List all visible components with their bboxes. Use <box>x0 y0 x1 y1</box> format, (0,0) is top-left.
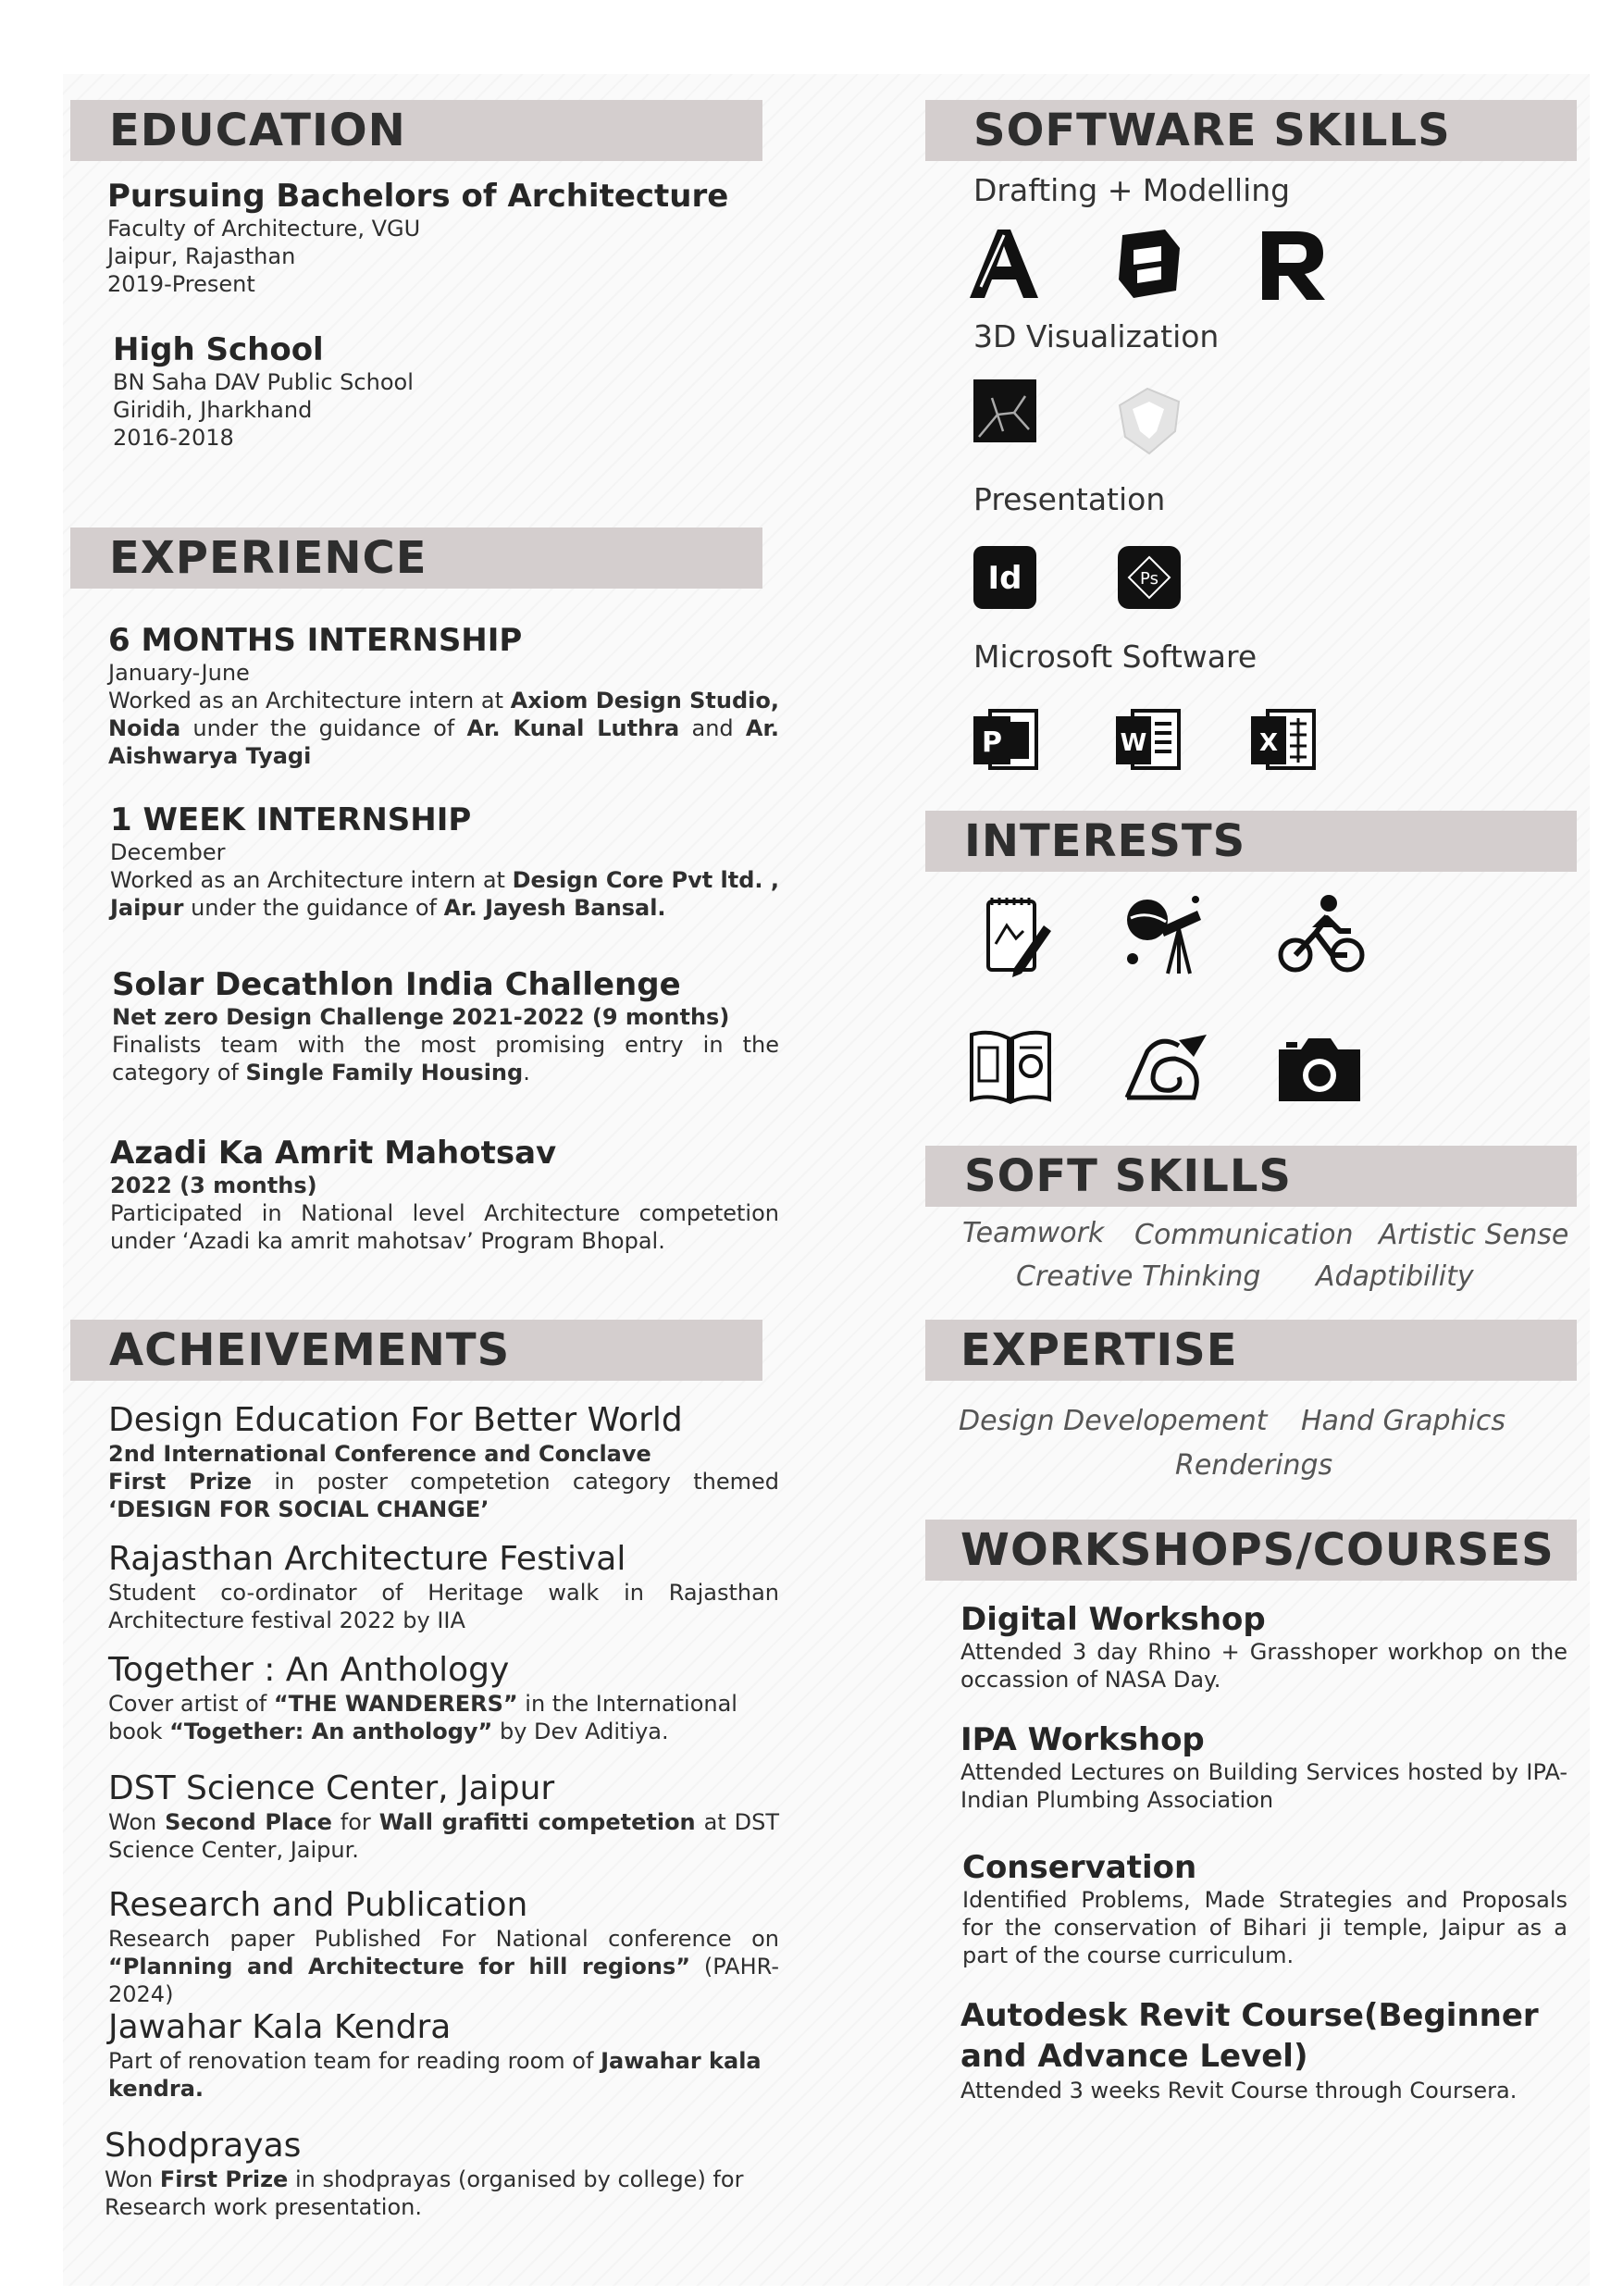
software-skills-heading: SOFTWARE SKILLS <box>925 100 1577 161</box>
experience-item <box>112 966 779 1086</box>
vray-icon <box>1110 381 1188 459</box>
achievement-title: Shodprayas <box>105 2127 302 2165</box>
expertise-item: Hand Graphics <box>1301 1405 1506 1437</box>
workshop-item <box>960 1995 1567 2104</box>
workshop-title: Conservation <box>962 1849 1197 1886</box>
experience-title: Solar Decathlon India Challenge <box>112 966 681 1003</box>
workshop-description: Attended Lectures on Building Services hosted by IPA-Indian Plumbing Association <box>960 1759 1567 1813</box>
education-title: Pursuing Bachelors of Architecture <box>107 178 729 215</box>
achievement-title: Rajasthan Architecture Festival <box>108 1540 626 1578</box>
achievement-description: Student co-ordinator of Heritage walk in Rajasthan Architecture festival 2022 by IIA <box>108 1580 779 1633</box>
experience-item <box>110 1135 779 1255</box>
soft-skill-item: Creative Thinking <box>1016 1260 1261 1293</box>
soft-skill-item: Adaptibility <box>1316 1260 1474 1293</box>
experience-period: Net zero Design Challenge 2021-2022 (9 months) <box>112 1004 730 1030</box>
achievement-item <box>108 1540 779 1634</box>
workshop-item <box>962 1849 1567 1969</box>
workshop-title: IPA Workshop <box>960 1721 1205 1758</box>
achievement-description: Research paper Published For National conference on “Planning and Architecture for hill regions” (PAHR-2024) <box>108 1926 779 2007</box>
soft-skill-item: Teamwork <box>962 1217 1105 1249</box>
experience-description: Participated in National level Architecture competetion under ‘Azadi ka amrit mahotsav’ Program Bhopal. <box>110 1200 779 1254</box>
drafting-modelling-label: Drafting + Modelling <box>973 172 1291 208</box>
cycling-icon <box>1275 890 1368 979</box>
experience-description: Worked as an Architecture intern at Axiom Design Studio, Noida under the guidance of Ar. Kunal Luthra and Ar. Aishwarya Tyagi <box>108 688 779 769</box>
achievement-item <box>108 1886 779 2008</box>
experience-description: Finalists team with the most promising entry in the category of Single Family Housing. <box>112 1032 779 1086</box>
expertise-item: Renderings <box>1175 1449 1333 1482</box>
experience-title: 1 WEEK INTERNSHIP <box>110 801 472 838</box>
sketchup-icon <box>1106 222 1189 305</box>
workshop-description: Attended 3 day Rhino + Grasshoper workhop on the occassion of NASA Day. <box>960 1639 1567 1693</box>
experience-period: January-June <box>108 660 250 686</box>
powerpoint-icon <box>972 705 1040 774</box>
indesign-glyph: Id <box>987 560 1022 597</box>
education-line: 2019-Present <box>107 271 255 297</box>
achievement-title: Together : An Anthology <box>108 1651 510 1689</box>
3d-visualization-label: 3D Visualization <box>973 318 1220 354</box>
achievement-description: Cover artist of “THE WANDERERS” in the International book “Together: An anthology” by Dev Aditiya. <box>108 1691 737 1744</box>
presentation-label: Presentation <box>973 481 1166 517</box>
microsoft-software-label: Microsoft Software <box>973 639 1258 675</box>
achievement-title: Design Education For Better World <box>108 1401 683 1439</box>
experience-title: Azadi Ka Amrit Mahotsav <box>110 1135 557 1172</box>
anime-icon <box>1120 1029 1212 1105</box>
soft-skills-heading: SOFT SKILLS <box>925 1146 1577 1207</box>
experience-title: 6 MONTHS INTERNSHIP <box>108 622 523 659</box>
workshop-description: Attended 3 weeks Revit Course through Coursera. <box>960 2078 1518 2104</box>
experience-period: 2022 (3 months) <box>110 1173 317 1198</box>
autocad-icon <box>962 222 1046 305</box>
photoshop-glyph: Ps <box>1140 569 1158 589</box>
achievement-title: Jawahar Kala Kendra <box>108 2008 452 2046</box>
achievement-item <box>105 2127 779 2221</box>
achievement-item <box>108 2008 779 2103</box>
expertise-heading: EXPERTISE <box>925 1320 1577 1381</box>
education-heading: EDUCATION <box>70 100 762 161</box>
workshop-title: Autodesk Revit Course(Beginner and Advance Level) <box>960 1997 1539 2075</box>
achievement-description: Won First Prize in shodprayas (organised by college) for Research work presentation. <box>105 2166 744 2220</box>
interests-heading: INTERESTS <box>925 811 1577 872</box>
achievement-item <box>108 1769 779 1864</box>
experience-period: December <box>110 839 226 865</box>
education-item <box>107 178 755 298</box>
achievement-description: Part of renovation team for reading room of Jawahar kala kendra. <box>108 2048 762 2102</box>
education-title: High School <box>113 331 324 368</box>
achievement-title: DST Science Center, Jaipur <box>108 1769 555 1807</box>
experience-description: Worked as an Architecture intern at Design Core Pvt ltd. , Jaipur under the guidance of Ar. Jayesh Bansal. <box>110 867 780 921</box>
sketching-icon <box>977 892 1055 981</box>
reading-icon <box>966 1027 1055 1107</box>
workshop-item <box>960 1721 1567 1814</box>
workshop-item <box>960 1601 1567 1694</box>
achievement-subtitle: 2nd International Conference and Conclave <box>108 1441 651 1467</box>
achievement-description: First Prize in poster competetion category themed ‘DESIGN FOR SOCIAL CHANGE’ <box>108 1469 779 1522</box>
workshops-heading: WORKSHOPS/COURSES <box>925 1520 1577 1581</box>
achievement-title: Research and Publication <box>108 1886 528 1924</box>
photoshop-icon <box>1116 544 1183 611</box>
workshop-description: Identified Problems, Made Strategies and Proposals for the conservation of Bihari ji temple, Jaipur as a part of the course curriculum. <box>962 1887 1567 1968</box>
word-glyph: W <box>1120 729 1147 757</box>
excel-icon <box>1249 705 1318 774</box>
education-line: Faculty of Architecture, VGU <box>107 216 421 242</box>
achievement-description: Won Second Place for Wall grafitti competetion at DST Science Center, Jaipur. <box>108 1809 779 1863</box>
workshop-title: Digital Workshop <box>960 1601 1266 1638</box>
twinmotion-icon <box>970 376 1040 446</box>
revit-icon <box>1249 222 1332 305</box>
excel-glyph: X <box>1258 729 1279 757</box>
education-item <box>113 331 761 452</box>
education-line: BN Saha DAV Public School <box>113 369 414 395</box>
experience-item <box>110 801 779 922</box>
expertise-item: Design Developement <box>959 1405 1268 1437</box>
experience-heading: EXPERIENCE <box>70 527 762 589</box>
education-line: Giridih, Jharkhand <box>113 397 313 423</box>
soft-skill-item: Artistic Sense <box>1379 1219 1569 1251</box>
education-line: 2016-2018 <box>113 425 234 451</box>
education-line: Jaipur, Rajasthan <box>107 243 296 269</box>
astronomy-icon <box>1120 890 1208 979</box>
achievement-item <box>108 1401 779 1523</box>
achievements-heading: ACHEIVEMENTS <box>70 1320 762 1381</box>
achievement-item <box>108 1651 779 1745</box>
indesign-icon <box>972 544 1038 611</box>
experience-item <box>108 622 779 770</box>
powerpoint-glyph: P <box>982 726 1002 759</box>
word-icon <box>1114 705 1183 774</box>
camera-icon <box>1273 1033 1366 1107</box>
soft-skill-item: Communication <box>1134 1219 1354 1251</box>
